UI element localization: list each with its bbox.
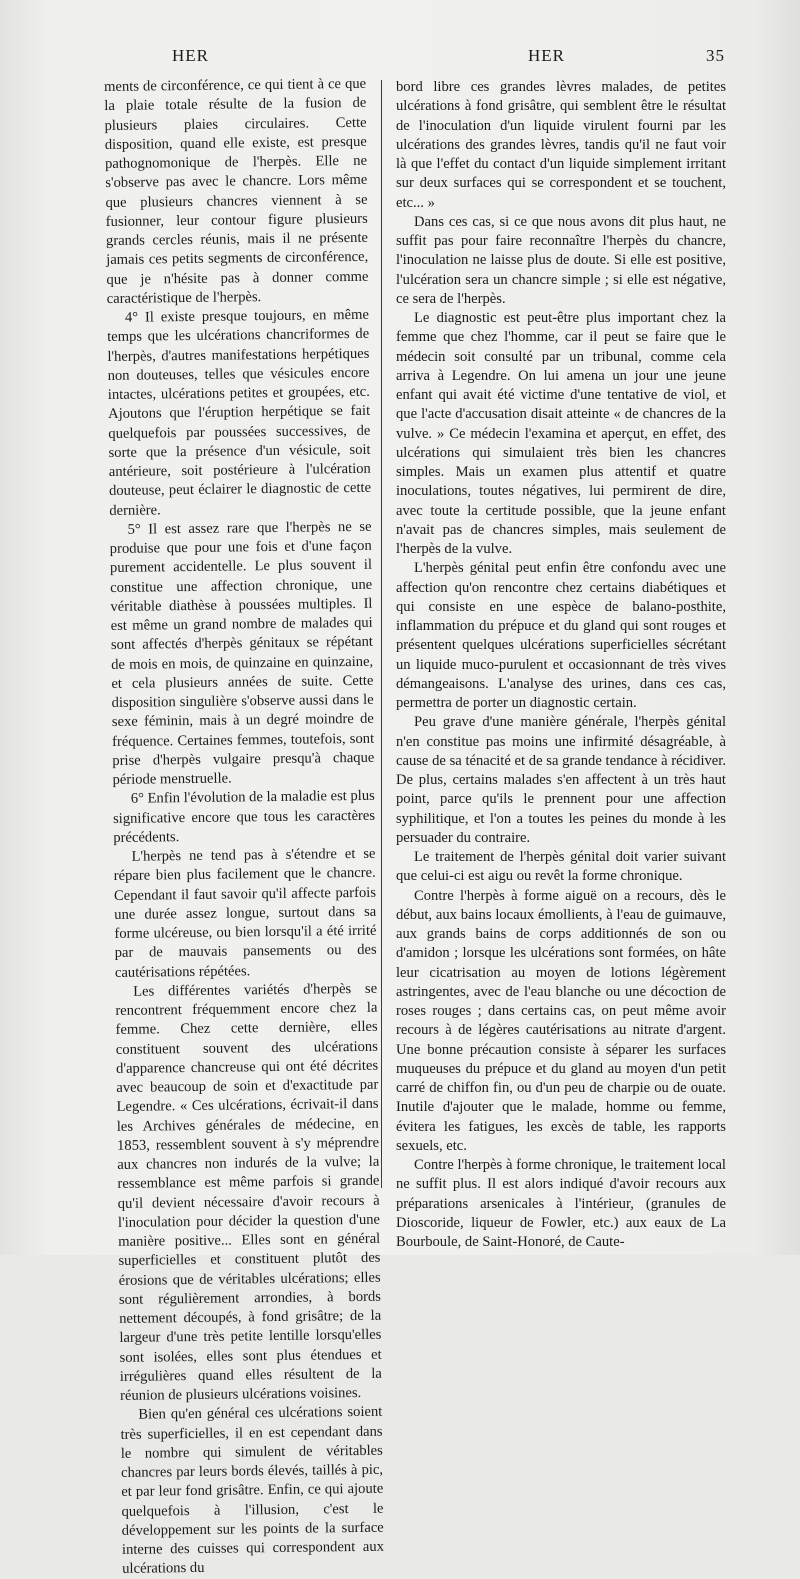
paragraph: bord libre ces grandes lèvres malades, de petites ulcérations à fond grisâtre, qui semblent être le résultat de l'inoculation d'un liquide virulent fourni par les ulcérations des grandes lèvres, tandis qu'il ne faut voir là que l'effet du contact d'un liquide simplement irritant sur deux surfaces qui se correspondent et se touchent, etc... »: [396, 79, 726, 211]
paragraph: Contre l'herpès à forme chronique, le traitement local ne suffit plus. Il est alors indiqué d'avoir recours aux préparations arsenicales à l'intérieur, (granules de Dioscoride, liqueur de Fowler, etc.) aux eaux de La Bourboule, de Saint-Honoré, de Caute-: [396, 1157, 726, 1250]
page-number: 35: [706, 46, 725, 65]
paragraph: Contre l'herpès à forme aiguë on a recours, dès le début, aux bains locaux émollients, à l'eau de guimauve, aux grands bains de corps additionnés de son ou d'amidon ; lorsque les ulcérations sont formées, on hâte leur cicatrisation au moyen de lotions légèrement astringentes, avec de l'eau blanche ou une décoction de roses rouges ; dans certains cas, on peut même avoir recours à de légères cautérisations au nitrate d'argent. Une bonne précaution consiste à séparer les surfaces muqueuses du prépuce et du gland au moyen d'un petit carré de chiffon fin, ou d'un peu de charpie ou de ouate. Inutile d'ajouter que le malade, homme ou femme, évitera les fatigues, les excès de table, les rapports sexuels, etc.: [396, 887, 726, 1154]
paragraph: L'herpès génital peut enfin être confondu avec une affection qu'on rencontre chez certains diabétiques et qui consiste en une espèce de balano-posthite, inflammation du prépuce et du gland qui sont rouges et présentent quelques ulcérations superficielles sécrétant un liquide muco-purulent et occasionnant de très vives démangeaisons. L'analyse des urines, dans ces cas, permettra de porter un diagnostic certain.: [396, 560, 726, 711]
paragraph: Les différentes variétés d'herpès se rencontrent fréquemment encore chez la femme. Chez cette dernière, elles constituent souvent des ulcérations d'apparence chancreuse qui ont été décrites avec beaucoup de soin et d'exactitude par Legendre. « Ces ulcérations, écrivait-il dans les Archives générales de médecine, en 1853, ressemblent souvent à s'y méprendre aux chancres non indurés de la vulve; la ressemblance est même parfois si grande qu'il devient nécessaire d'avoir recours à l'inoculation pour décider la question d'une manière positive... Elles sont en général superficielles et constituent plutôt des érosions que de véritables ulcérations; elles sont régulièrement arrondies, à bords nettement découpés, à fond grisâtre; de la largeur d'une très petite lentille lorsqu'elles sont isolées, elles sont plus étendues et irrégulières quand elles résultent de la réunion de plusieurs ulcérations voisines.: [115, 980, 382, 1404]
paragraph: 5° Il est assez rare que l'herpès ne se produise que pour une fois et d'une façon purement accidentelle. Le plus souvent il constitue une affection chronique, une véritable diathèse à poussées multiples. Il est même un grand nombre de malades qui sont affectés d'herpès génitaux se répétant de mois en mois, de quinzaine en quinzaine, et cela plusieurs années de suite. Cette disposition singulière s'observe aussi dans le sexe féminin, mais à un degré moindre de fréquence. Certaines femmes, toutefois, sont prise d'herpès vulgaire presqu'à chaque période menstruelle.: [109, 518, 375, 788]
left-running-title: HER: [172, 46, 209, 65]
paragraph: Bien qu'en général ces ulcérations soient très superficielles, il en est cependant dans le nombre qui simulent de véritables chancres par leurs bords élevés, taillés à pic, et par leur fond grisâtre. Enfin, ce qui ajoute quelquefois à l'illusion, c'est le développement sur les points de la surface interne des cuisses qui correspondent aux ulcérations du: [120, 1403, 385, 1578]
paragraph: 6° Enfin l'évolution de la maladie est plus significative encore que tous les caractères précédents.: [112, 787, 376, 846]
paragraph: L'herpès ne tend pas à s'étendre et se répare bien plus facilement que le chancre. Cependant il faut savoir qu'il affecte parfois une durée assez longue, surtout dans sa forme ulcéreuse, ou bien lorsqu'il a été irrité par de mauvais pansements ou des cautérisations répétées.: [113, 845, 377, 981]
paragraph: 4° Il existe presque toujours, en même temps que les ulcérations chancriformes de l'herpès, d'autres manifestations herpétiques non douteuses, telles que vésicules encore intactes, ulcérations petites et groupées, etc. Ajoutons que l'éruption herpétique se fait quelquefois par poussées successives, de sorte que la présence d'un vésicule, soit antérieure, soit postérieure à l'ulcération douteuse, peut éclairer le diagnostic de cette dernière.: [107, 306, 372, 519]
column-divider: [381, 80, 382, 1188]
running-header: [0, 46, 800, 68]
paragraph: Le traitement de l'herpès génital doit varier suivant que celui-ci est aigu ou revêt la forme chronique.: [396, 849, 726, 885]
paragraph: Dans ces cas, si ce que nous avons dit plus haut, ne suffit pas pour faire reconnaître l'herpès du chancre, l'inoculation ne laisse plus de doute. Si elle est positive, l'ulcération sera un chancre simple ; si elle est négative, ce sera de l'herpès.: [396, 213, 726, 307]
paragraph: Peu grave d'une manière générale, l'herpès génital n'en constitue pas moins une infirmité désagréable, à cause de sa ténacité et de sa grande tendance à récidiver. De plus, certains malades s'en affectent à un très haut point, parce qu'ils le prennent pour une affection syphilitique, et l'on a toutes les peines du monde à les persuader du contraire.: [396, 714, 726, 846]
left-text-column: [104, 75, 384, 1579]
right-running-title: HER: [528, 46, 565, 65]
right-text-column: [396, 78, 726, 1252]
paragraph: ments de circonférence, ce qui tient à ce que la plaie totale résulte de la fusion de plusieurs plaies circulaires. Cette disposition, quand elle existe, est presque pathognomonique de l'herpès. Elle ne s'observe pas avec le chancre. Lors même que plusieurs chancres viennent à se fusionner, leur contour figure plusieurs grands cercles réunis, mais il ne présente jamais ces petits segments de circonférence, que je n'hésite pas à donner comme caractéristique de l'herpès.: [104, 75, 369, 307]
paragraph: Le diagnostic est peut-être plus important chez la femme que chez l'homme, car il peut se faire que le médecin soit consulté par un tribunal, comme cela arriva à Legendre. On lui amena un jour une jeune enfant qui avait été victime d'une tentative de viol, et que l'acte d'accusation disait atteinte « de chancres de la vulve. » Ce médecin l'examina et aperçut, en effet, des ulcérations qui simulaient très bien les chancres simples. Mais un examen plus attentif et quatre inoculations, toutes négatives, lui permirent de dire, avec toute la certitude possible, que la jeune enfant n'avait pas de chancres simples, mais seulement de l'herpès de la vulve.: [396, 310, 726, 557]
